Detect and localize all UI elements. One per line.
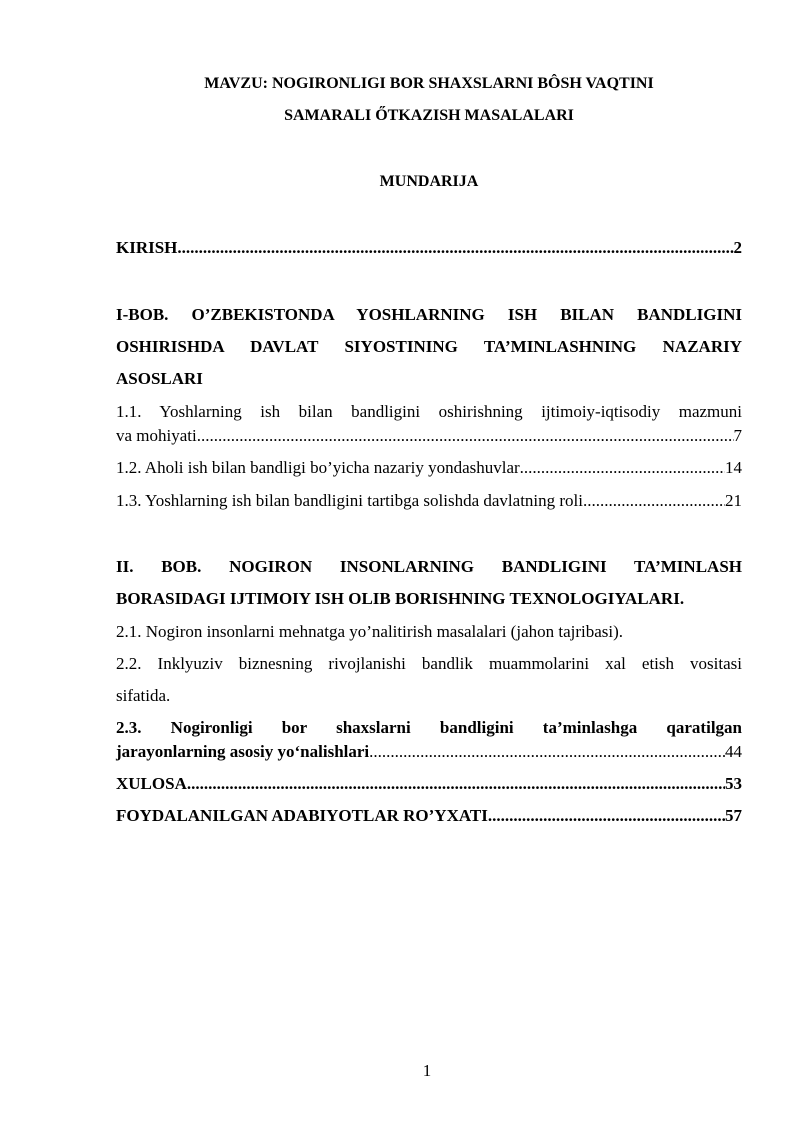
toc-section-1-1-line1: 1.1. Yoshlarning ish bilan bandligini oshirishning ijtimoiy-iqtisodiy mazmuni — [116, 402, 742, 421]
toc-section-1-3[interactable] — [116, 491, 742, 511]
chapter2-heading-line1: II. BOB. NOGIRON INSONLARNING BANDLIGINI TA’MINLASH — [116, 557, 742, 576]
toc-section-1-1-page: 7 — [733, 426, 742, 445]
toc-section-2-3[interactable] — [116, 742, 742, 762]
document-title-line2: SAMARALI ŐTKAZISH MASALALARI — [284, 107, 574, 124]
contents-heading: MUNDARIJA — [379, 173, 479, 190]
toc-section-2-2-line1[interactable]: 2.2. Inklyuziv biznesning rivojlanishi bandlik muammolarini xal etish vositasi — [116, 654, 742, 673]
dot-leader — [369, 742, 725, 762]
chapter1-heading-line3: ASOSLARI — [116, 369, 203, 388]
toc-intro-page: 2 — [733, 238, 742, 257]
dot-leader — [197, 426, 734, 446]
page-number: 1 — [422, 1061, 432, 1080]
toc-references-page: 57 — [725, 806, 742, 825]
toc-entry-intro[interactable] — [116, 238, 742, 258]
toc-conclusion-page: 53 — [725, 774, 742, 793]
toc-references-label: FOYDALANILGAN ADABIYOTLAR RO’YXATI — [116, 806, 488, 825]
toc-section-2-3-line1[interactable]: 2.3. Nogironligi bor shaxslarni bandligini ta’minlashga qaratilgan — [116, 718, 742, 737]
toc-section-2-3-page: 44 — [725, 742, 742, 761]
toc-section-2-1[interactable]: 2.1. Nogiron insonlarni mehnatga yo’nalitirish masalalari (jahon tajribasi). — [116, 622, 624, 641]
chapter2-heading-line2: BORASIDAGI IJTIMOIY ISH OLIB BORISHNING TEXNOLOGIYALARI. — [116, 589, 685, 608]
toc-section-1-1-label: va mohiyati — [116, 426, 197, 445]
toc-section-1-2-page: 14 — [725, 458, 742, 477]
toc-section-1-2[interactable] — [116, 458, 742, 478]
toc-section-1-1[interactable] — [116, 426, 742, 446]
toc-section-1-2-label: 1.2. Aholi ish bilan bandligi bo’yicha nazariy yondashuvlar — [116, 458, 520, 477]
toc-conclusion-label: XULOSA — [116, 774, 187, 793]
dot-leader — [488, 806, 725, 826]
chapter1-heading-line1: I-BOB. O’ZBEKISTONDA YOSHLARNING ISH BILAN BANDLIGINI — [116, 305, 742, 324]
toc-entry-conclusion[interactable] — [116, 774, 742, 794]
toc-entry-references[interactable] — [116, 806, 742, 826]
document-title-line1: MAVZU: NOGIRONLIGI BOR SHAXSLARNI BÔSH VAQTINI — [204, 75, 654, 92]
toc-intro-label: KIRISH — [116, 238, 178, 257]
toc-section-1-3-label: 1.3. Yoshlarning ish bilan bandligini tartibga solishda davlatning roli — [116, 491, 583, 510]
dot-leader — [520, 458, 725, 478]
toc-section-1-3-page: 21 — [725, 491, 742, 510]
toc-section-2-3-label: jarayonlarning asosiy yo‘nalishlari — [116, 742, 370, 761]
dot-leader — [177, 238, 733, 258]
toc-section-2-2-line2: sifatida. — [116, 686, 171, 705]
dot-leader — [187, 774, 725, 794]
dot-leader — [583, 491, 725, 511]
chapter1-heading-line2: OSHIRISHDA DAVLAT SIYOSTINING TA’MINLASHNING NAZARIY — [116, 337, 742, 356]
